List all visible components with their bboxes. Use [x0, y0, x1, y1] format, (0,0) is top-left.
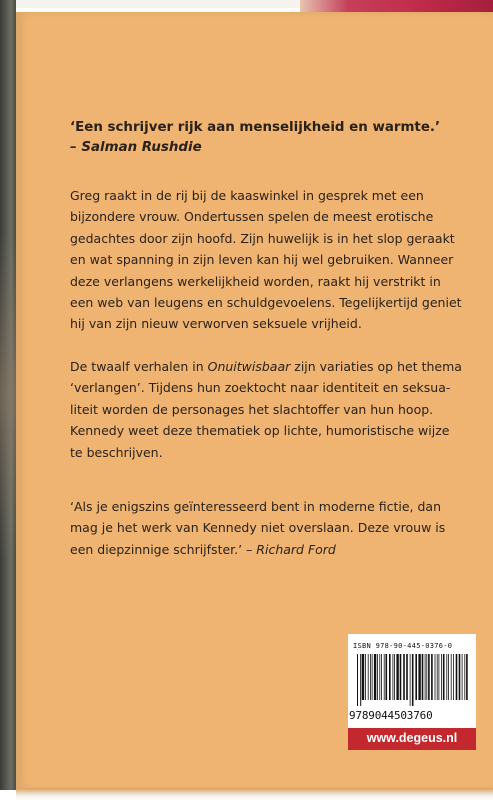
barcode-bar: [448, 654, 449, 700]
barcode-bar: [446, 654, 447, 700]
blurb-line: gedachtes door zijn hoofd. Zijn huwelijk is in het slop geraakt: [70, 230, 455, 246]
barcode-bar: [368, 654, 369, 700]
barcode-bar: [425, 654, 426, 700]
barcode-bar: [357, 654, 358, 706]
barcode-bar: [365, 654, 366, 700]
barcode-bar: [394, 654, 395, 700]
barcode-bar: [393, 654, 394, 700]
blurb-line: Kennedy weet deze thematiek op lichte, humoristische wijze: [70, 423, 450, 439]
quote-text: een diepzinnige schrijfster.’ –: [70, 541, 257, 557]
barcode-bar: [377, 654, 378, 700]
second-endorsement-author: Richard Ford: [256, 541, 336, 557]
blurb-line: bijzondere vrouw. Ondertussen spelen de meest erotische: [70, 209, 434, 225]
barcode-bar: [439, 654, 440, 700]
barcode-bar: [453, 654, 454, 700]
book-title: Onuitwisbaar: [207, 359, 291, 374]
blurb-line: en wat spanning in zijn leven kan hij wel gebruiken. Wanneer: [70, 252, 454, 268]
second-endorsement: [70, 496, 470, 560]
barcode-bar: [410, 654, 411, 706]
barcode-bar: [437, 654, 438, 700]
barcode-bar: [451, 654, 452, 700]
blurb-text: zijn variaties op het thema: [290, 359, 462, 374]
barcode-bar: [412, 654, 414, 706]
quote-line: ‘Als je enigszins geïnteresseerd bent in moderne fictie, dan: [70, 499, 442, 514]
barcode-bar: [466, 654, 468, 700]
barcode-bar: [456, 654, 458, 700]
blurb-line: een web van leugens en schuldgevoelens. Tegelijkertijd geniet: [70, 295, 462, 311]
barcode-bar: [379, 654, 380, 700]
barcode-bar: [386, 654, 388, 700]
barcode-bar: [362, 654, 364, 700]
publisher-url: www.degeus.nl: [366, 731, 458, 745]
bottom-edge: [16, 788, 493, 800]
blurb-text: De twaalf verhalen in: [70, 359, 208, 374]
barcode-bar: [459, 654, 461, 700]
blurb-line: [70, 356, 470, 377]
top-edge-pages: [0, 0, 330, 8]
barcode-bar: [422, 654, 424, 700]
isbn-label: ISBN 978-90-445-0376-0: [353, 642, 453, 650]
endorsement-quote: ‘Een schrijver rijk aan menselijkheid en warmte.’: [70, 120, 441, 135]
barcode-bar: [418, 654, 420, 700]
barcode-bar: [374, 654, 376, 700]
barcode-bar: [435, 654, 436, 700]
quote-line: mag je het werk van Kennedy niet overslaan. Deze vrouw is: [70, 520, 446, 536]
barcode-bar: [406, 654, 408, 700]
barcode-bar: [462, 654, 463, 700]
barcode-bar: [403, 654, 405, 700]
blurb-line: hij van zijn nieuw verworven seksuele vrijheid.: [70, 316, 362, 332]
endorsement-author: – Salman Rushdie: [70, 140, 202, 155]
blurb-paragraph-2: [70, 356, 470, 463]
barcode-bar: [372, 654, 373, 700]
barcode-bar: [384, 654, 385, 700]
barcode-bar: [415, 654, 417, 700]
spine-shading: [0, 230, 16, 560]
blurb-paragraph-1: [70, 185, 470, 335]
barcode-bar: [431, 654, 433, 700]
barcode: [355, 654, 471, 706]
barcode-bar: [360, 654, 361, 706]
blurb-line: ‘verlangen’. Tijdens hun zoektocht naar identiteit en seksua-: [70, 380, 451, 396]
barcode-bar: [370, 654, 371, 700]
barcode-bar: [381, 654, 382, 700]
quote-line: [70, 539, 470, 560]
barcode-number: 9789044503760: [349, 709, 433, 722]
barcode-bar: [426, 654, 427, 700]
blurb-line: deze verlangens werkelijkheid worden, raakt hij verstrikt in: [70, 273, 441, 289]
barcode-bar: [428, 654, 430, 700]
barcode-bar: [400, 654, 402, 700]
barcode-bar: [443, 654, 445, 700]
blurb-line: te beschrijven.: [70, 444, 163, 460]
blurb-line: Greg raakt in de rij bij de kaaswinkel in gesprek met een: [70, 188, 424, 203]
barcode-bar: [396, 654, 398, 700]
barcode-bar: [441, 654, 442, 700]
barcode-bar: [464, 654, 465, 700]
barcode-bar: [389, 654, 391, 700]
blurb-line: liteit worden de personages het slachtoffer van hun hoop.: [70, 401, 434, 417]
